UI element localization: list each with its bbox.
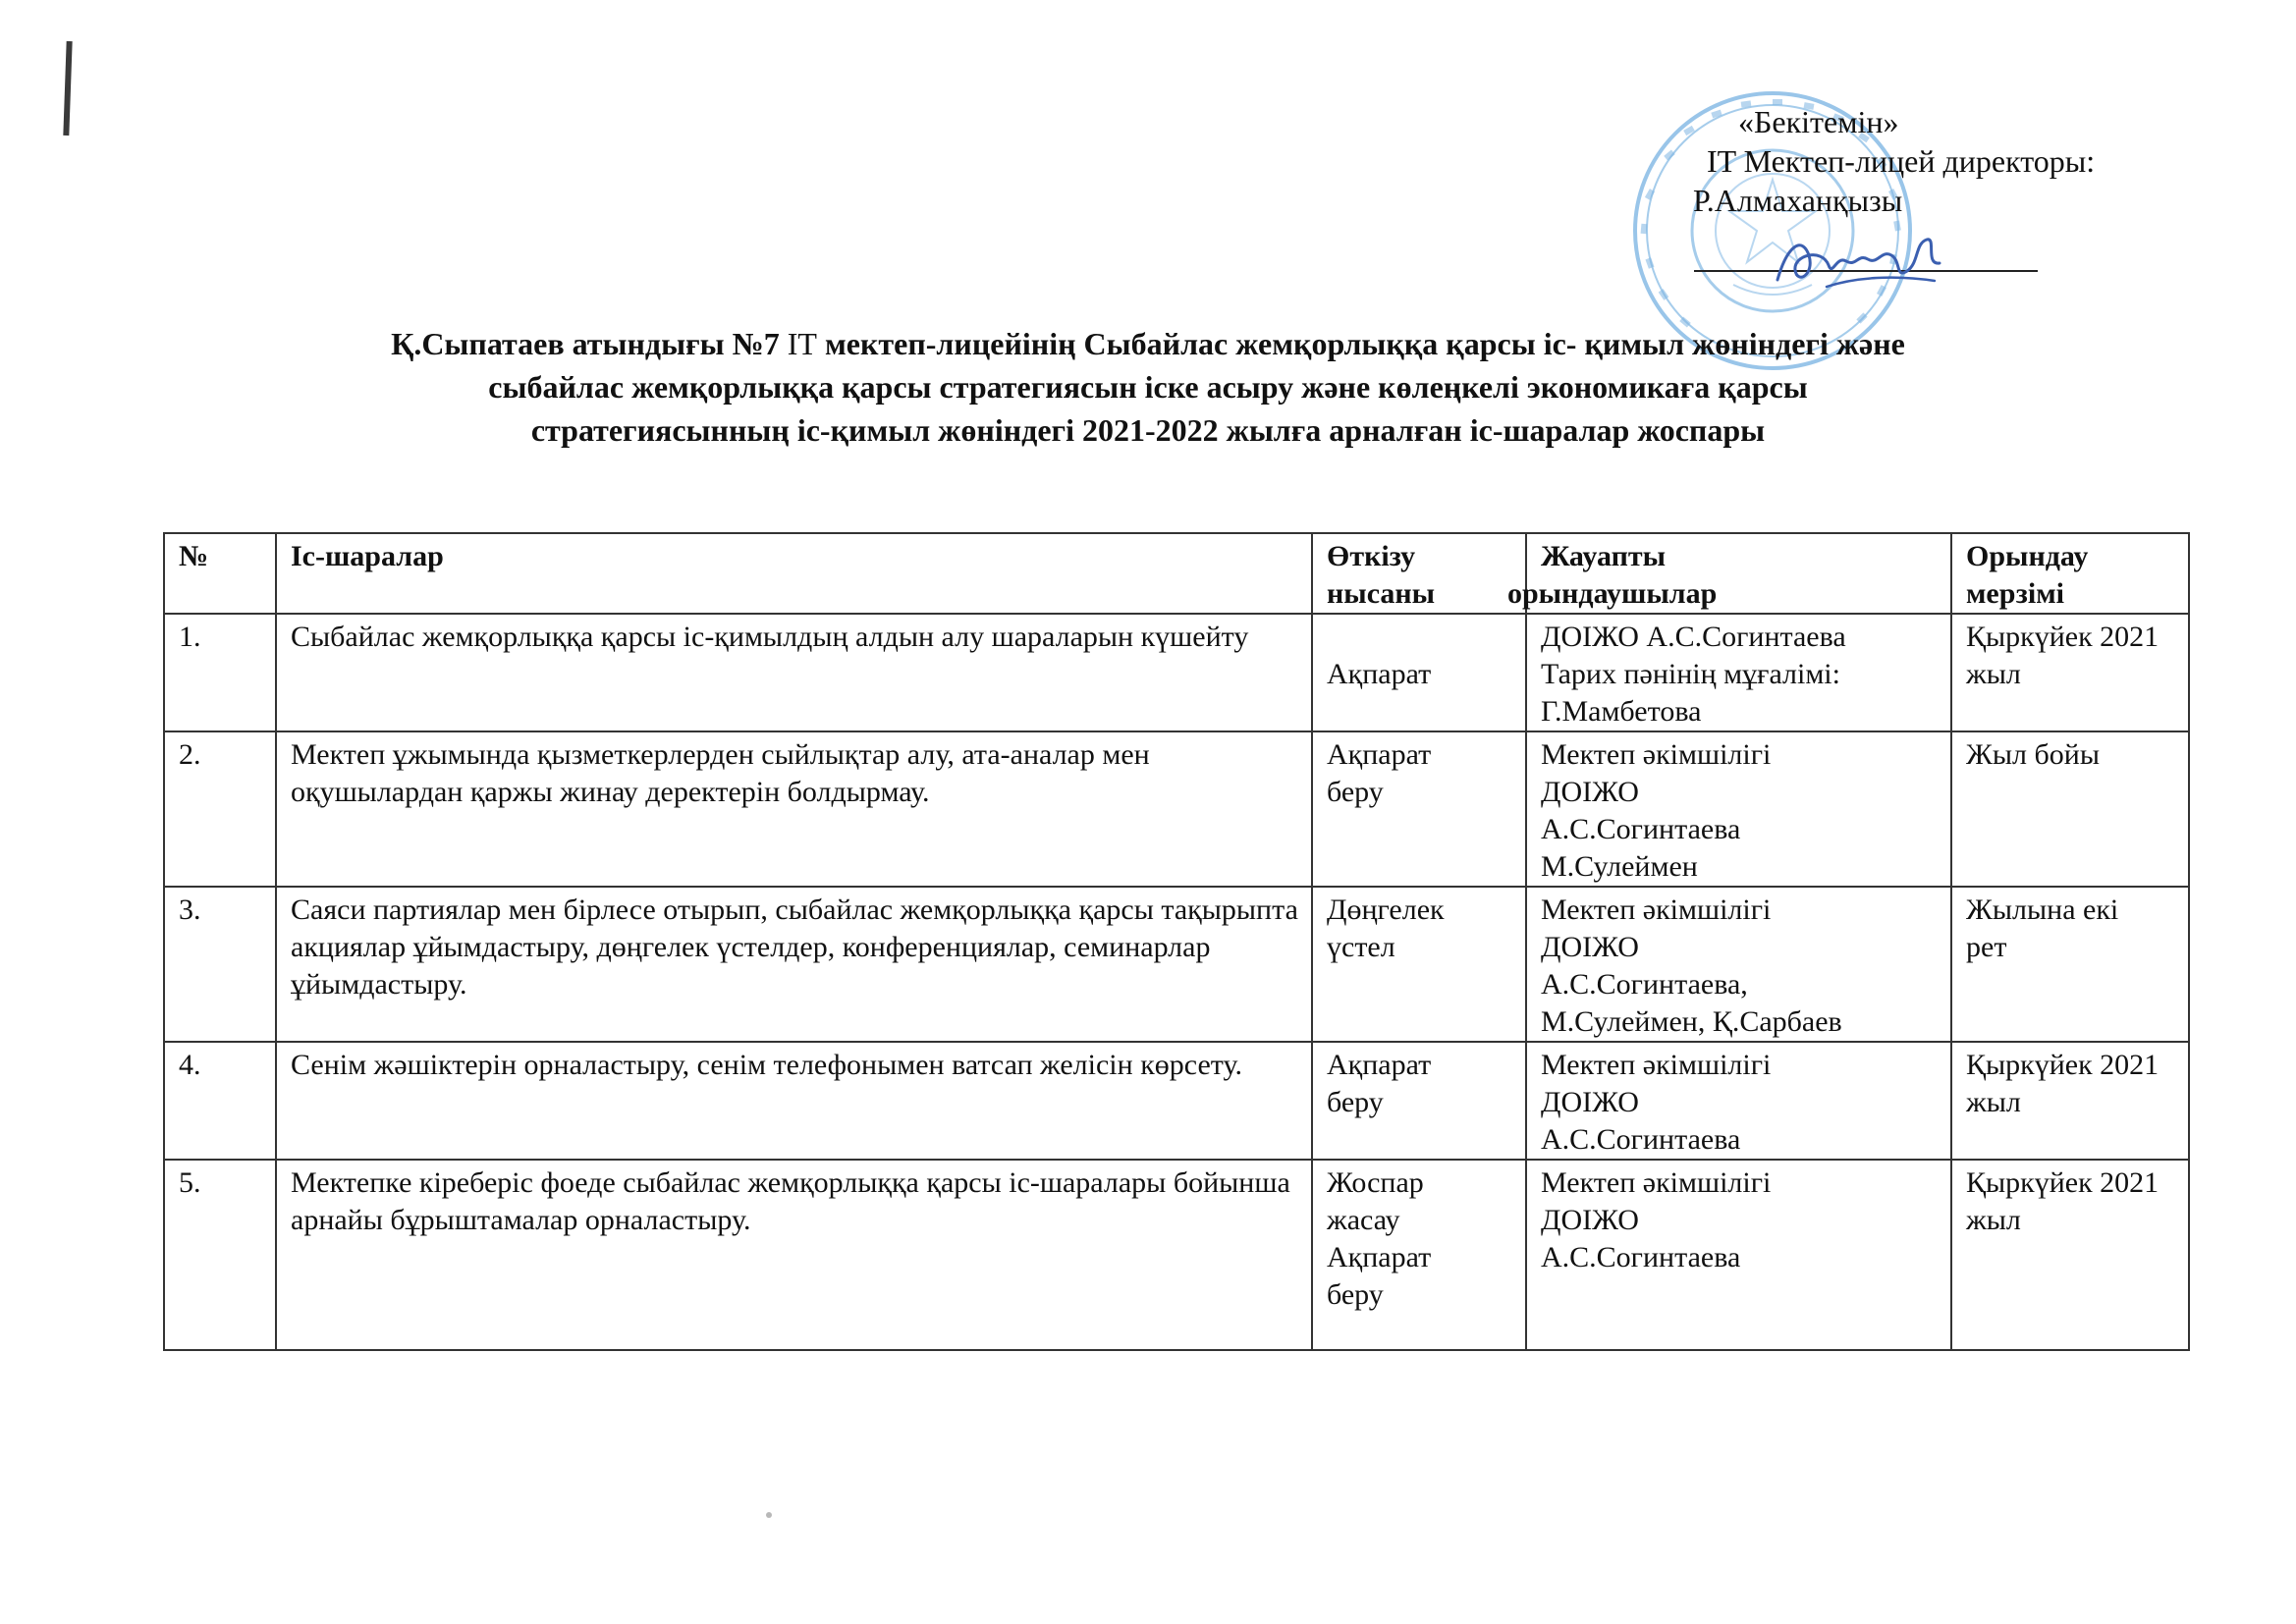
row-event: Сыбайлас жемқорлыққа қарсы іс-қимылдың алдын алу шараларын күшейту bbox=[276, 614, 1312, 731]
table-row bbox=[164, 731, 2189, 887]
row-form-line: Дөңгелек bbox=[1327, 893, 1445, 926]
row-responsible-line: ДОІЖО bbox=[1541, 776, 1639, 808]
header-term-line: Орындау bbox=[1966, 540, 2089, 572]
row-form-line: беру bbox=[1327, 1278, 1384, 1311]
title-part-3: мектеп-лицейінің Сыбайлас жемқорлыққа қарсы іс- қимыл жөніндегі және bbox=[816, 326, 1905, 361]
row-event: Мектепке кіреберіс фоеде сыбайлас жемқорлыққа қарсы іс-шаралары бойынша арнайы бұрыштамалар орналастыру. bbox=[276, 1160, 1312, 1350]
events-plan-table bbox=[163, 532, 2190, 1351]
title-part-1: Қ.Сыпатаев атындығы №7 bbox=[391, 326, 788, 361]
row-term-line: Жылына екі bbox=[1966, 893, 2119, 926]
row-event: Сенім жәшіктерін орналастыру, сенім телефонымен ватсап желісін көрсету. bbox=[276, 1042, 1312, 1160]
row-form bbox=[1312, 887, 1526, 1042]
table-row bbox=[164, 614, 2189, 731]
document-title bbox=[177, 322, 2119, 452]
approval-block bbox=[1689, 102, 2200, 220]
row-responsible-line: ДОІЖО А.С.Согинтаева bbox=[1541, 621, 1846, 653]
row-number: 1. bbox=[164, 614, 276, 731]
row-term bbox=[1951, 1042, 2189, 1160]
header-form-line: нысаны bbox=[1327, 577, 1436, 610]
header-term-line: мерзімі bbox=[1966, 577, 2064, 610]
row-responsible-line: М.Сулеймен, Қ.Сарбаев bbox=[1541, 1005, 1842, 1038]
row-responsible-line: М.Сулеймен bbox=[1541, 850, 1698, 883]
row-term bbox=[1951, 614, 2189, 731]
row-number: 5. bbox=[164, 1160, 276, 1350]
row-term bbox=[1951, 887, 2189, 1042]
row-number: 4. bbox=[164, 1042, 276, 1160]
row-form-line: Ақпарат bbox=[1327, 738, 1432, 771]
row-term bbox=[1951, 1160, 2189, 1350]
header-events: Іс-шаралар bbox=[276, 533, 1312, 614]
title-line-3: стратегиясынның іс-қимыл жөніндегі 2021-2022 жылға арналған іс-шаралар жоспары bbox=[530, 412, 1766, 448]
row-responsible-line: Мектеп әкімшілігі bbox=[1541, 1166, 1772, 1199]
row-form bbox=[1312, 1160, 1526, 1350]
row-responsible-line: Мектеп әкімшілігі bbox=[1541, 1049, 1772, 1081]
approval-position: IT Мектеп-лицей директоры: bbox=[1707, 143, 2096, 179]
row-term-line: Қыркүйек 2021 bbox=[1966, 1166, 2159, 1199]
row-responsible-line: ДОІЖО bbox=[1541, 931, 1639, 963]
row-term-line: жыл bbox=[1966, 658, 2021, 690]
row-form-line: Ақпарат bbox=[1327, 1049, 1432, 1081]
row-responsible-line: Тарих пәнінің мұғалімі: bbox=[1541, 658, 1840, 690]
row-responsible-line: А.С.Согинтаева, bbox=[1541, 968, 1748, 1001]
row-form bbox=[1312, 1042, 1526, 1160]
row-responsible bbox=[1526, 1160, 1951, 1350]
scan-artifact-dot bbox=[766, 1512, 772, 1518]
row-responsible-line: А.С.Согинтаева bbox=[1541, 813, 1741, 845]
table-header-row bbox=[164, 533, 2189, 614]
row-form bbox=[1312, 731, 1526, 887]
header-term bbox=[1951, 533, 2189, 614]
table-row bbox=[164, 1042, 2189, 1160]
row-responsible-line: ДОІЖО bbox=[1541, 1204, 1639, 1236]
row-responsible-line: Г.Мамбетова bbox=[1541, 695, 1702, 728]
row-form-line: жасау bbox=[1327, 1204, 1400, 1236]
row-term-line: жыл bbox=[1966, 1204, 2021, 1236]
header-responsible-line: орындаушылар bbox=[1507, 577, 1718, 610]
table-row bbox=[164, 887, 2189, 1042]
row-responsible-line: А.С.Согинтаева bbox=[1541, 1241, 1741, 1273]
row-form-line: беру bbox=[1327, 1086, 1384, 1118]
director-signature bbox=[1768, 226, 1954, 295]
row-form-line: Ақпарат bbox=[1327, 1241, 1432, 1273]
row-term-line: жыл bbox=[1966, 1086, 2021, 1118]
header-number: № bbox=[164, 533, 276, 614]
table-row bbox=[164, 1160, 2189, 1350]
title-line-2: сыбайлас жемқорлыққа қарсы стратегиясын іске асыру және көлеңкелі экономикаға қарсы bbox=[488, 369, 1808, 405]
title-part-it: IT bbox=[787, 326, 817, 361]
row-responsible-line: А.С.Согинтаева bbox=[1541, 1123, 1741, 1156]
row-form-line: Ақпарат bbox=[1327, 658, 1432, 690]
approval-heading: «Бекітемін» bbox=[1738, 104, 1899, 139]
row-responsible-line: Мектеп әкімшілігі bbox=[1541, 893, 1772, 926]
header-responsible-line: Жауапты bbox=[1541, 540, 1667, 572]
row-responsible bbox=[1526, 614, 1951, 731]
row-form-line: үстел bbox=[1327, 931, 1395, 963]
row-number: 2. bbox=[164, 731, 276, 887]
row-responsible-line: ДОІЖО bbox=[1541, 1086, 1639, 1118]
row-event: Саяси партиялар мен бірлесе отырып, сыбайлас жемқорлыққа қарсы тақырыпта акциялар ұйымдастыру, дөңгелек үстелдер, конференциялар, семинарлар ұйымдастыру. bbox=[276, 887, 1312, 1042]
row-number: 3. bbox=[164, 887, 276, 1042]
row-form bbox=[1312, 614, 1526, 731]
row-term-line: Қыркүйек 2021 bbox=[1966, 1049, 2159, 1081]
row-term-line: рет bbox=[1966, 931, 2007, 963]
row-responsible bbox=[1526, 1042, 1951, 1160]
scan-artifact-mark bbox=[63, 41, 72, 135]
row-term bbox=[1951, 731, 2189, 887]
header-responsible bbox=[1507, 533, 1951, 614]
row-responsible bbox=[1526, 731, 1951, 887]
approval-director-name: Р.Алмаханқызы bbox=[1693, 183, 1903, 218]
row-term-line: Жыл бойы bbox=[1966, 738, 2100, 771]
row-responsible-line: Мектеп әкімшілігі bbox=[1541, 738, 1772, 771]
header-form bbox=[1312, 533, 1526, 614]
row-responsible bbox=[1526, 887, 1951, 1042]
row-event: Мектеп ұжымында қызметкерлерден сыйлықтар алу, ата-аналар мен оқушылардан қаржы жинау деректерін болдырмау. bbox=[276, 731, 1312, 887]
row-term-line: Қыркүйек 2021 bbox=[1966, 621, 2159, 653]
header-form-line: Өткізу bbox=[1327, 540, 1416, 572]
title-line-1 bbox=[177, 322, 2119, 365]
row-form-line: Жоспар bbox=[1327, 1166, 1424, 1199]
row-form-line: беру bbox=[1327, 776, 1384, 808]
